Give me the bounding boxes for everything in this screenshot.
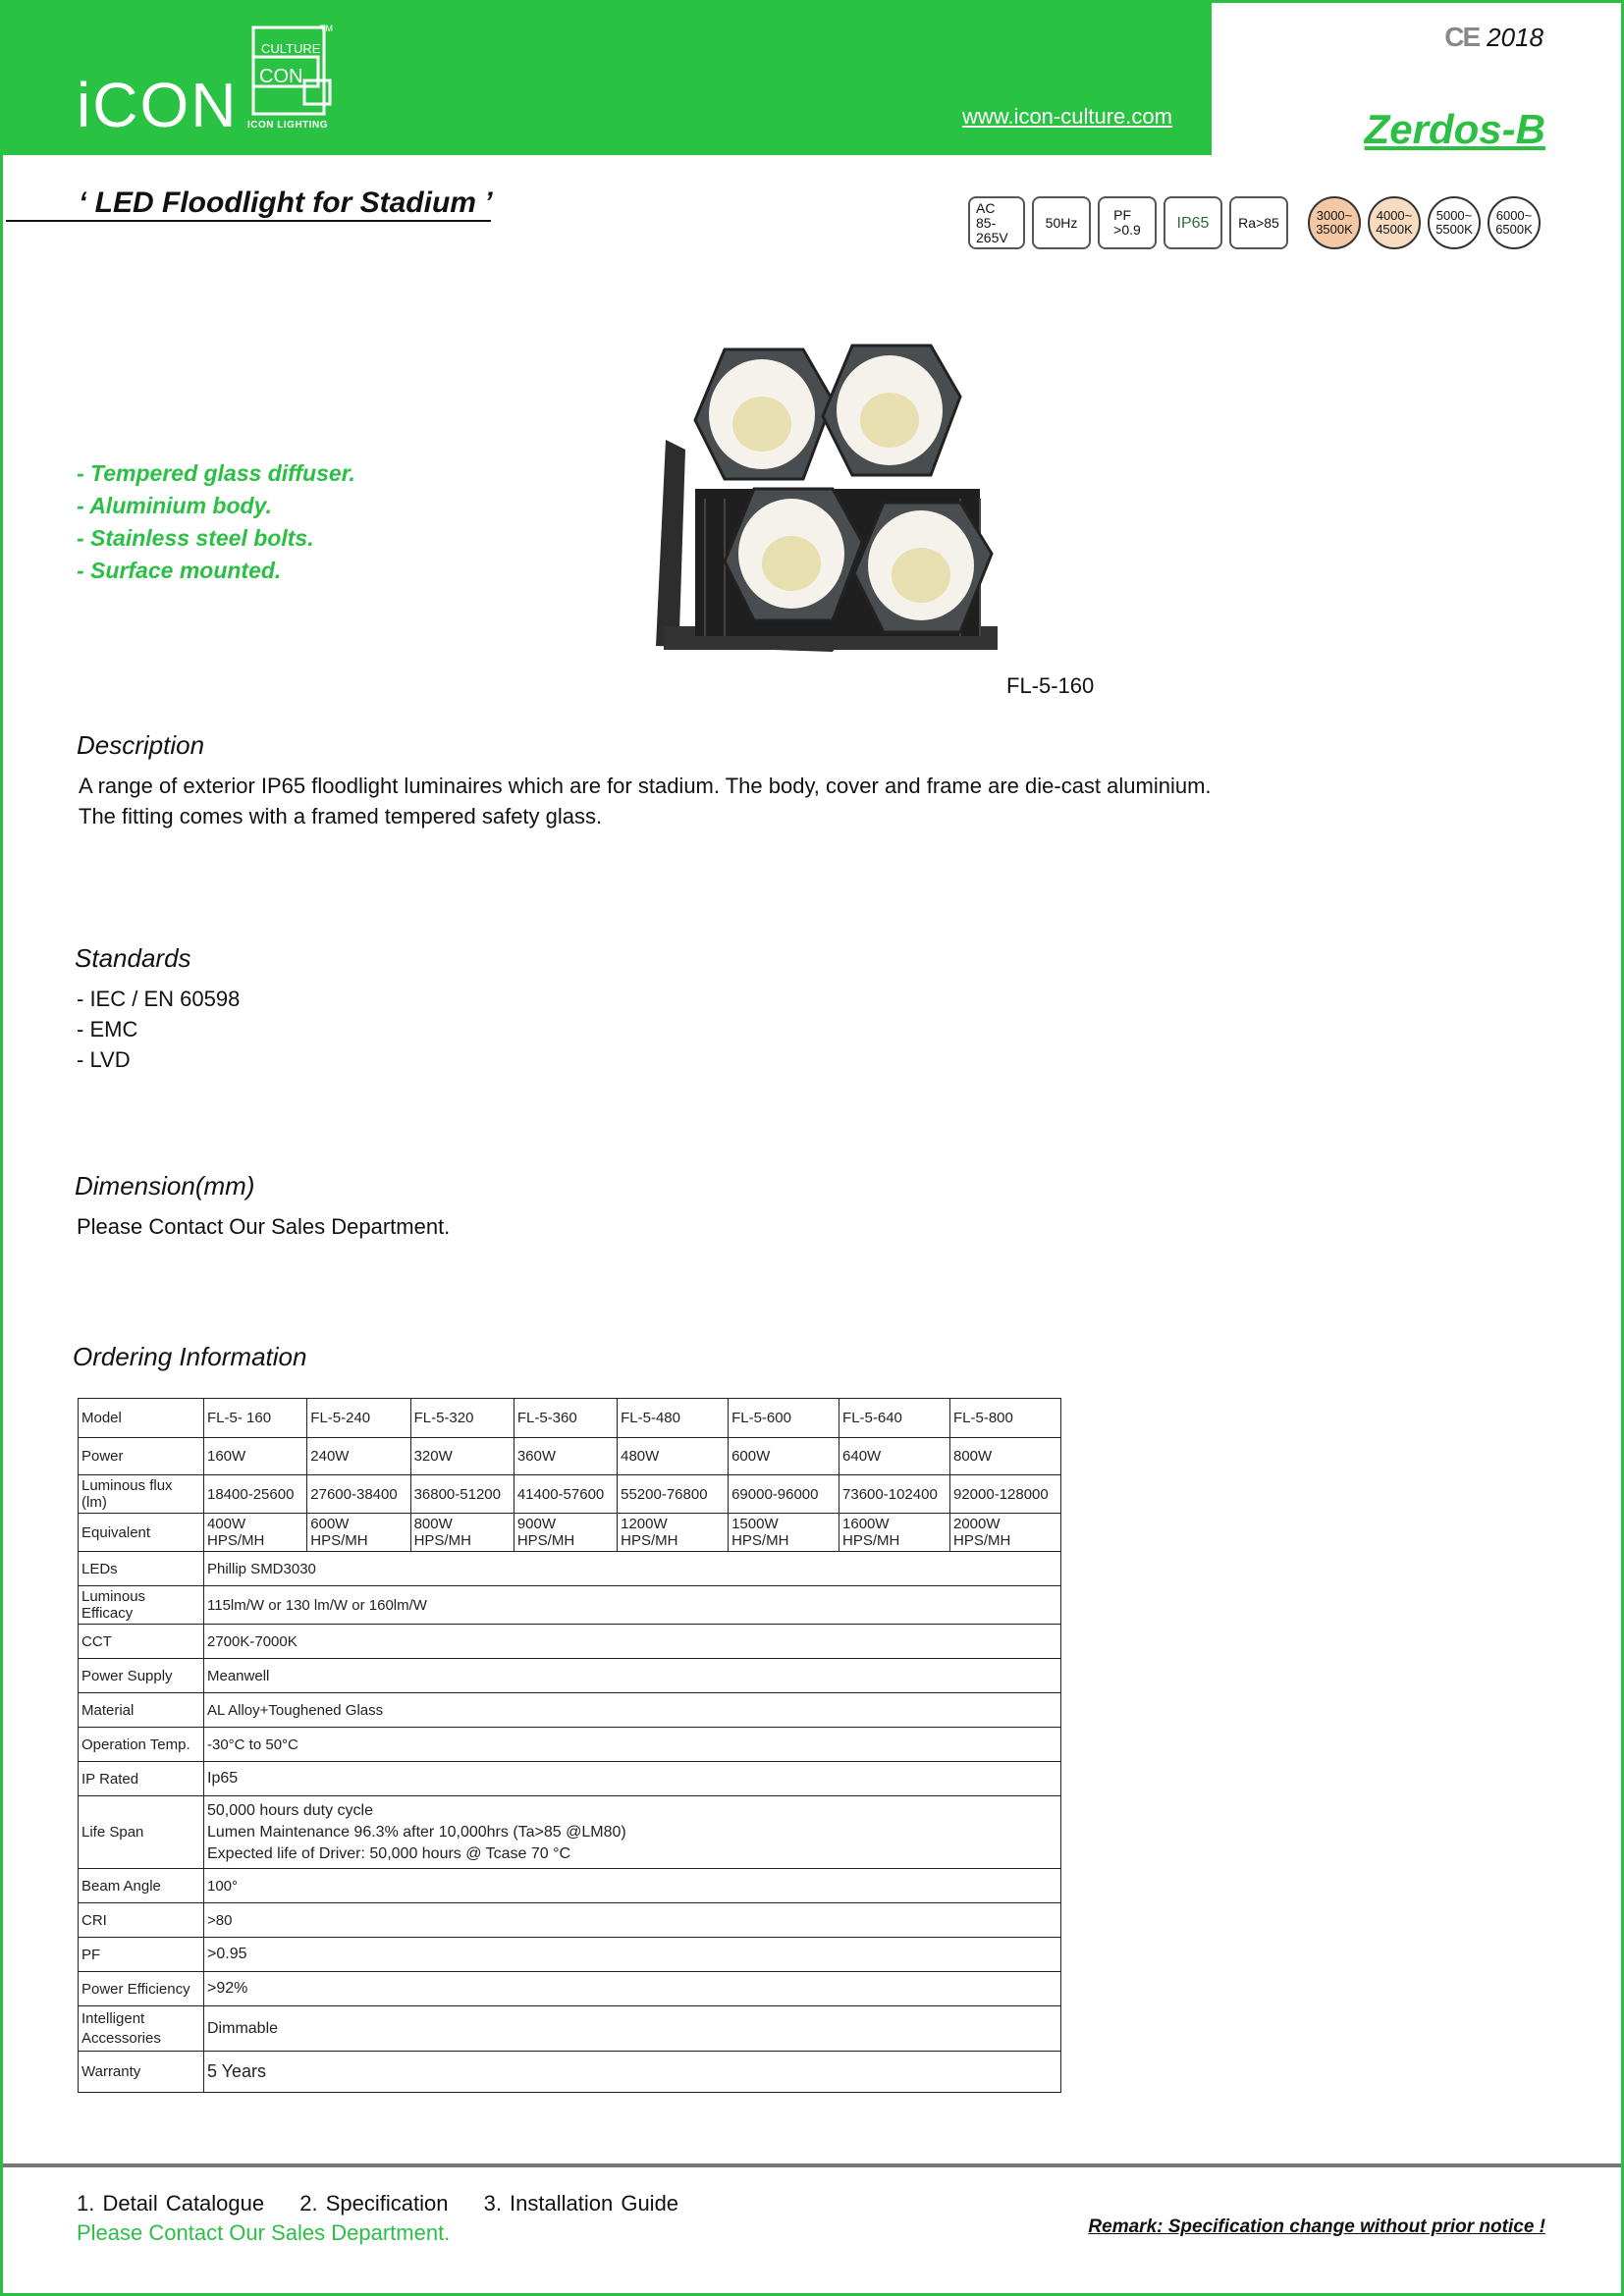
feature-list — [77, 457, 355, 587]
website-link[interactable]: www.icon-culture.com — [962, 104, 1172, 129]
product-caption: FL-5-160 — [1006, 673, 1095, 698]
page-title: ‘ LED Floodlight for Stadium ’ — [79, 187, 493, 219]
feature-item: - Stainless steel bolts. — [77, 525, 314, 551]
standard-item: - LVD — [77, 1047, 131, 1072]
footer-link-installation[interactable]: 3. Installation Guide — [483, 2191, 679, 2216]
table-row: Intelligent Accessories Dimmable — [79, 2006, 1061, 2052]
table-row: Material AL Alloy+Toughened Glass — [79, 1693, 1061, 1728]
footer-divider — [3, 2163, 1621, 2167]
logo-tm: TM — [320, 24, 333, 33]
table-row: Power 160W 240W 320W 360W 480W 600W 640W 800W — [79, 1438, 1061, 1475]
feature-item: - Aluminium body. — [77, 493, 272, 518]
table-row: Life Span 50,000 hours duty cycle Lumen Maintenance 96.3% after 10,000hrs (Ta>85 @LM80) Expected life of Driver: 50,000 hours @ Tcase 70 °C — [79, 1796, 1061, 1869]
feature-item: - Tempered glass diffuser. — [77, 460, 355, 486]
logo-wordmark: iCON — [77, 70, 239, 140]
frequency-badge: 50Hz — [1032, 196, 1091, 249]
footer-links — [77, 2191, 706, 2216]
table-row: IP Rated Ip65 — [79, 1762, 1061, 1796]
logo-box-top: CULTURE — [261, 41, 321, 56]
standards-list — [77, 984, 240, 1075]
floodlight-product-image — [636, 342, 1021, 662]
table-row: Warranty 5 Years — [79, 2052, 1061, 2093]
spec-badges — [968, 196, 1541, 249]
table-row: LEDs Phillip SMD3030 — [79, 1552, 1061, 1586]
ra-badge: Ra>85 — [1229, 196, 1288, 249]
cct-badge-5000: 5000~ 5500K — [1428, 196, 1481, 249]
remark-note: Remark: Specification change without prior notice ! — [1088, 2216, 1545, 2237]
cct-badge-4000: 4000~ 4500K — [1368, 196, 1421, 249]
table-row: Model FL-5- 160 FL-5-240 FL-5-320 FL-5-360 FL-5-480 FL-5-600 FL-5-640 FL-5-800 — [79, 1399, 1061, 1438]
cct-badge-3000: 3000~ 3500K — [1308, 196, 1361, 249]
logo-mark-icon — [247, 24, 336, 122]
table-row: Power Efficiency >92% — [79, 1972, 1061, 2006]
ce-mark-icon: CE — [1444, 22, 1480, 52]
pf-badge: PF >0.9 — [1098, 196, 1157, 249]
table-row: CCT 2700K-7000K — [79, 1625, 1061, 1659]
cct-badge-6000: 6000~ 6500K — [1488, 196, 1541, 249]
voltage-badge: AC 85- 265V — [968, 196, 1025, 249]
logo-subtitle: ICON LIGHTING — [247, 120, 329, 131]
footer-link-catalogue[interactable]: 1. Detail Catalogue — [77, 2191, 265, 2216]
standard-item: - EMC — [77, 1017, 138, 1041]
dimension-text: Please Contact Our Sales Department. — [77, 1214, 451, 1239]
table-row: Operation Temp. -30°C to 50°C — [79, 1728, 1061, 1762]
ip-badge: IP65 — [1164, 196, 1222, 249]
feature-item: - Surface mounted. — [77, 558, 282, 583]
year: 2018 — [1487, 22, 1543, 52]
table-row: Power Supply Meanwell — [79, 1659, 1061, 1693]
description-title: Description — [77, 730, 205, 760]
ordering-title: Ordering Information — [73, 1342, 307, 1371]
table-row: Beam Angle 100° — [79, 1869, 1061, 1903]
footer-contact: Please Contact Our Sales Department. — [77, 2220, 451, 2245]
model-name: Zerdos-B — [1364, 106, 1545, 152]
table-row: Luminous flux (lm) 18400-25600 27600-38400 36800-51200 41400-57600 55200-76800 69000-96000 73600-102400 92000-128000 — [79, 1475, 1061, 1514]
standard-item: - IEC / EN 60598 — [77, 987, 241, 1011]
description-text: A range of exterior IP65 floodlight luminaires which are for stadium. The body, cover and frame are die-cast aluminium. The fitting comes with a framed tempered safety glass. — [79, 774, 1212, 828]
dimension-title: Dimension(mm) — [75, 1171, 255, 1201]
table-row: Equivalent 400W HPS/MH 600W HPS/MH 800W HPS/MH 900W HPS/MH 1200W HPS/MH 1500W HPS/MH 1600W HPS/MH 2000W HPS/MH — [79, 1514, 1061, 1552]
footer-link-specification[interactable]: 2. Specification — [299, 2191, 449, 2216]
logo-box-mid: CON — [259, 66, 303, 87]
standards-title: Standards — [75, 943, 191, 973]
ordering-table — [78, 1398, 1061, 2093]
table-row: PF >0.95 — [79, 1938, 1061, 1972]
table-row: Luminous Efficacy 115lm/W or 130 lm/W or 160lm/W — [79, 1586, 1061, 1625]
table-row: CRI >80 — [79, 1903, 1061, 1938]
title-underline — [6, 220, 491, 222]
ce-year-label — [1444, 22, 1543, 53]
